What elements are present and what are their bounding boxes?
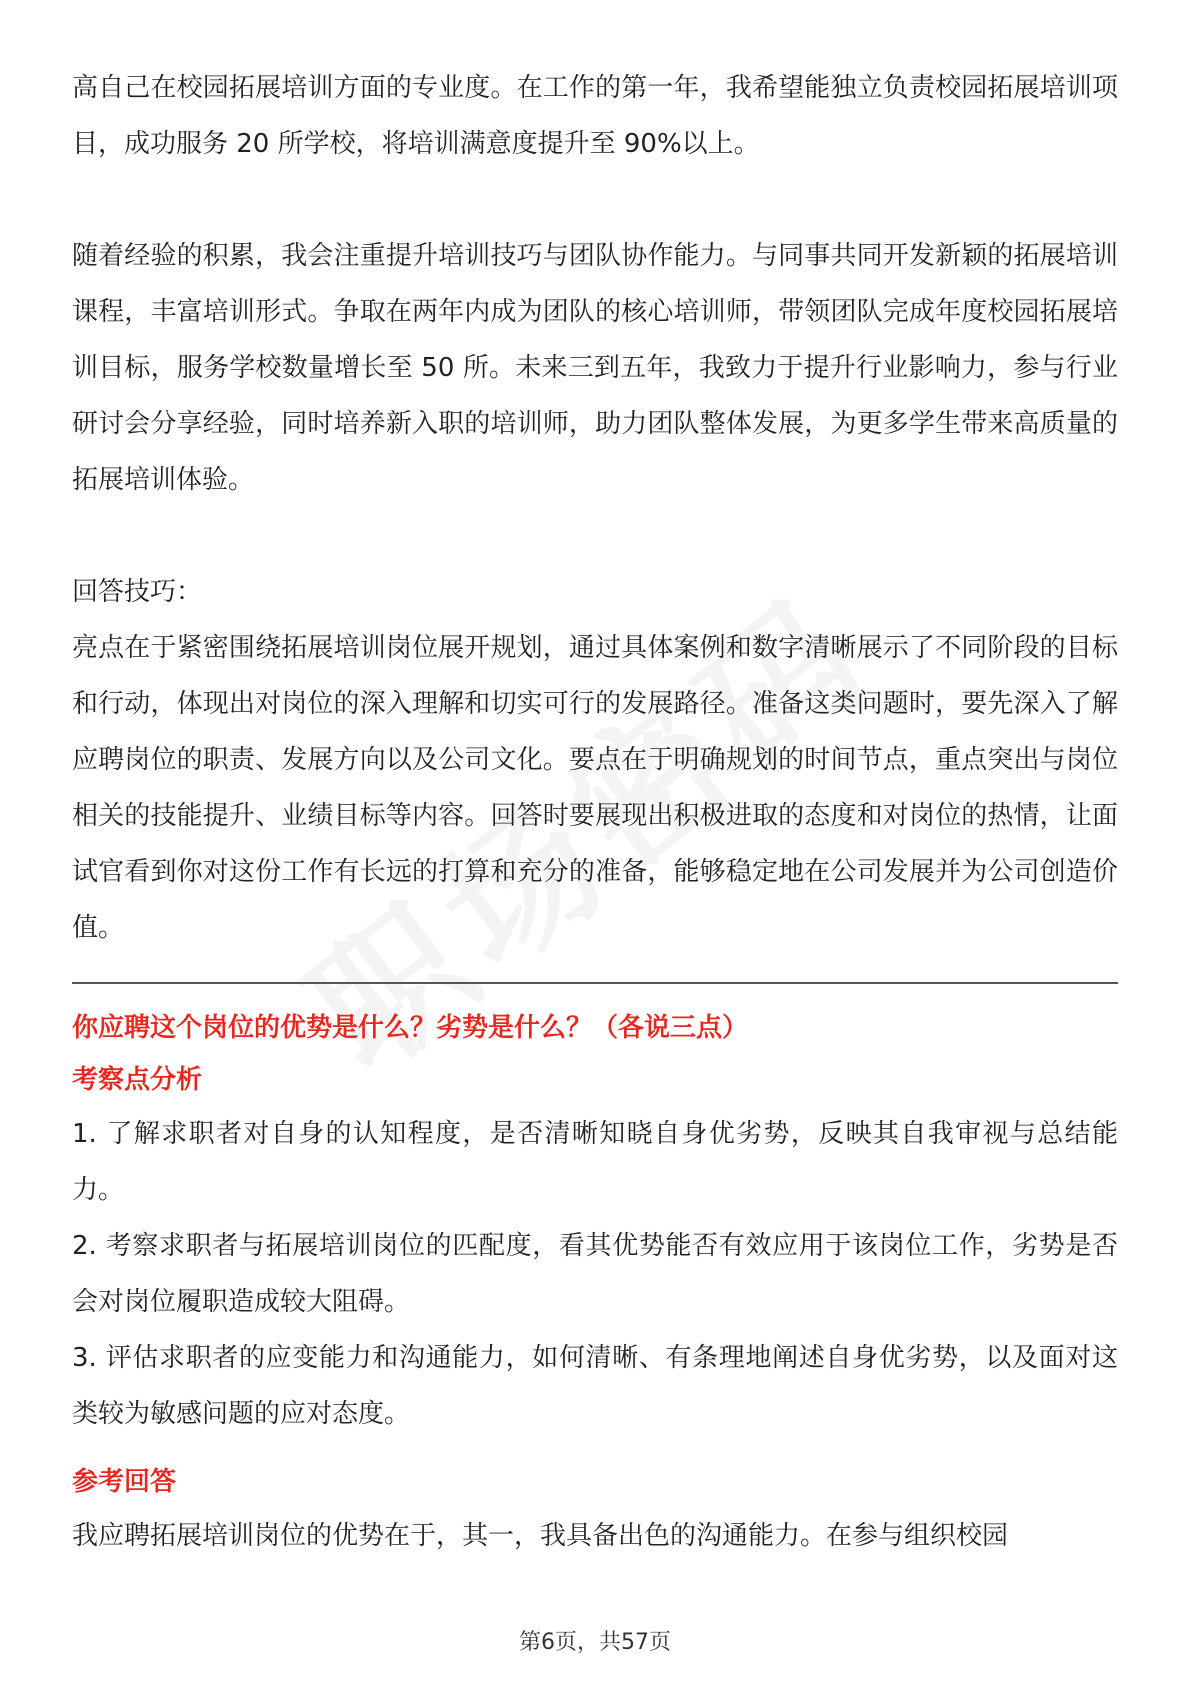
page-footer: 第6页，共57页 — [519, 1630, 671, 1655]
answer-heading: 参考回答 — [72, 1467, 177, 1497]
analysis-point-3: 3. 评估求职者的应变能力和沟通能力，如何清晰、有条理地阐述自身优劣势，以及面对这类较为敏感问题的应对态度。 — [72, 1343, 1118, 1429]
tips-text: 亮点在于紧密围绕拓展培训岗位展开规划，通过具体案例和数字清晰展示了不同阶段的目标和行动，体现出对岗位的深入理解和切实可行的发展路径。准备这类问题时，要先深入了解应聘岗位的职责、发展方向以及公司文化。要点在于明确规划的时间节点，重点突出与岗位相关的技能提升、业绩目标等内容。回答时要展现出积极进取的态度和对岗位的热情，让面试官看到你对这份工作有长远的打算和充分的准备，能够稳定地在公司发展并为公司创造价值。 — [72, 633, 1118, 943]
growth-paragraph: 随着经验的积累，我会注重提升培训技巧与团队协作能力。与同事共同开发新颖的拓展培训课程，丰富培训形式。争取在两年内成为团队的核心培训师，带领团队完成年度校园拓展培训目标，服务学校数量增长至 50 所。未来三到五年，我致力于提升行业影响力，参与行业研讨会分享经验，同时培养新入职的培训师，助力团队整体发展，为更多学生带来高质量的拓展培训体验。 — [72, 241, 1118, 495]
question-title: 你应聘这个岗位的优势是什么？劣势是什么？（各说三点） — [72, 1013, 749, 1043]
analysis-point-1: 1. 了解求职者对自身的认知程度，是否清晰知晓自身优劣势，反映其自我审视与总结能力。 — [72, 1119, 1118, 1205]
analysis-heading: 考察点分析 — [72, 1065, 203, 1095]
answer-text: 我应聘拓展培训岗位的优势在于，其一，我具备出色的沟通能力。在参与组织校园 — [72, 1521, 1009, 1551]
section-divider — [72, 982, 1118, 984]
tips-label: 回答技巧： — [72, 577, 203, 607]
analysis-point-2: 2. 考察求职者与拓展培训岗位的匹配度，看其优势能否有效应用于该岗位工作，劣势是否会对岗位履职造成较大阻碍。 — [72, 1231, 1118, 1317]
page-content — [72, 60, 1118, 1564]
intro-paragraph: 高自己在校园拓展培训方面的专业度。在工作的第一年，我希望能独立负责校园拓展培训项目，成功服务 20 所学校，将培训满意度提升至 90%以上。 — [72, 73, 1118, 159]
